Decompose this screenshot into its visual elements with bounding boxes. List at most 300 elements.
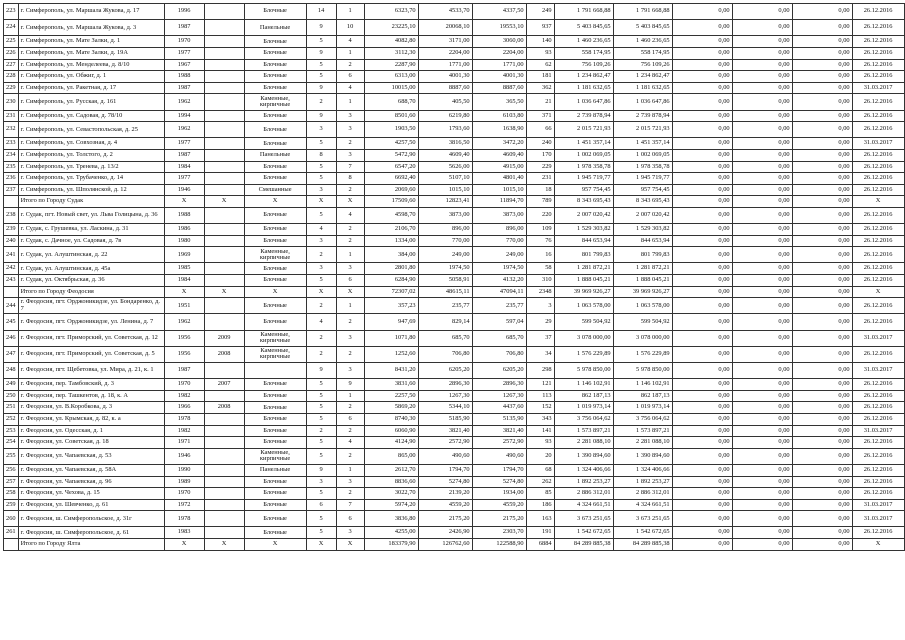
reconstruction-year-cell	[204, 138, 244, 150]
floors-cell: 9	[306, 47, 336, 59]
reconstruction-year-cell	[204, 425, 244, 437]
floors-cell: 5	[306, 275, 336, 287]
cost-budget-cell: 0,00	[672, 149, 732, 161]
living-area-cell: 8887,60	[418, 82, 472, 94]
reconstruction-year-cell	[204, 224, 244, 236]
table-row	[4, 263, 905, 275]
residential-area-cell: 4337,50	[472, 4, 526, 20]
completion-date-cell: 26.12.2016	[852, 149, 904, 161]
total-area-cell: 10015,00	[364, 82, 418, 94]
floors-cell: 6	[306, 499, 336, 511]
address-cell: г. Феодосия, пгт. Щебетовка, ул. Мира, д. 21, к. 1	[18, 362, 164, 378]
year-built-cell: 1971	[164, 437, 204, 449]
residential-area-cell: 2896,30	[472, 379, 526, 391]
cost-fund-cell: 3 078 000,00	[613, 330, 672, 346]
row-number: 252	[4, 413, 19, 425]
wall-material-cell: Блочные	[244, 275, 306, 287]
cost-local-cell: 0,00	[732, 36, 792, 48]
cost-fund-cell: 756 109,26	[613, 59, 672, 71]
reconstruction-year-cell: X	[204, 286, 244, 298]
floors-cell: 2	[306, 298, 336, 314]
year-built-cell: 1986	[164, 224, 204, 236]
year-built-cell: 1956	[164, 330, 204, 346]
cost-total-cell: 1 542 672,65	[554, 527, 613, 539]
completion-date-cell: 26.12.2016	[852, 36, 904, 48]
living-area-cell: 12823,41	[418, 196, 472, 208]
residential-area-cell: 11894,70	[472, 196, 526, 208]
table-row	[4, 437, 905, 449]
completion-date-cell: 26.12.2016	[852, 448, 904, 464]
cost-total-cell: 1 002 069,05	[554, 149, 613, 161]
cost-owners-cell: 0,00	[792, 71, 852, 83]
residents-cell: 66	[526, 122, 554, 138]
address-cell: г. Судак, пгт. Новый свет, ул. Льва Голицына, д. 36	[18, 207, 164, 223]
cost-local-cell: 0,00	[732, 20, 792, 36]
wall-material-cell: Блочные	[244, 110, 306, 122]
cost-total-cell: 1 945 719,77	[554, 173, 613, 185]
table-row	[4, 20, 905, 36]
row-number: 225	[4, 36, 19, 48]
address-cell: г. Симферополь, ул. Тренева, д. 13/2	[18, 161, 164, 173]
cost-budget-cell: 0,00	[672, 94, 732, 110]
address-cell: Итого по Городу Ялта	[18, 539, 164, 551]
address-cell: г. Феодосия, ш. Симферопольское, д. 61	[18, 527, 164, 539]
floors-cell: 5	[306, 448, 336, 464]
year-built-cell: 1990	[164, 464, 204, 476]
table-row	[4, 413, 905, 425]
wall-material-cell: Смешанные	[244, 184, 306, 196]
residents-cell: 68	[526, 464, 554, 476]
cost-owners-cell: 0,00	[792, 275, 852, 287]
cost-total-cell: 1 573 897,21	[554, 425, 613, 437]
row-number: 247	[4, 346, 19, 362]
living-area-cell: 4001,30	[418, 71, 472, 83]
cost-local-cell: 0,00	[732, 110, 792, 122]
cost-owners-cell: 0,00	[792, 527, 852, 539]
cost-local-cell: 0,00	[732, 476, 792, 488]
residents-cell: 18	[526, 184, 554, 196]
residents-cell: 152	[526, 402, 554, 414]
row-number: 230	[4, 94, 19, 110]
cost-fund-cell: 5 978 850,00	[613, 362, 672, 378]
completion-date-cell: 26.12.2016	[852, 402, 904, 414]
cost-owners-cell: 0,00	[792, 413, 852, 425]
wall-material-cell: Блочные	[244, 161, 306, 173]
total-area-cell: 384,00	[364, 247, 418, 263]
cost-budget-cell: 0,00	[672, 413, 732, 425]
floors-cell: 5	[306, 402, 336, 414]
address-cell: г. Симферополь, ул. Ракетная, д. 17	[18, 82, 164, 94]
year-built-cell: 1977	[164, 173, 204, 185]
living-area-cell: 3821,40	[418, 425, 472, 437]
address-cell: Итого по Городу Судак	[18, 196, 164, 208]
cost-local-cell: 0,00	[732, 390, 792, 402]
wall-material-cell: Блочные	[244, 379, 306, 391]
address-cell: г. Судак, с. Дачное, ул. Садовая, д. 7в	[18, 235, 164, 247]
year-built-cell: 1967	[164, 59, 204, 71]
cost-budget-cell: 0,00	[672, 425, 732, 437]
total-area-cell: 6547,20	[364, 161, 418, 173]
total-area-cell: 6692,40	[364, 173, 418, 185]
living-area-cell: 4609,40	[418, 149, 472, 161]
residential-area-cell: 122588,90	[472, 539, 526, 551]
cost-total-cell: 862 187,13	[554, 390, 613, 402]
wall-material-cell: Блочные	[244, 47, 306, 59]
residential-area-cell: 770,00	[472, 235, 526, 247]
cost-fund-cell: 84 289 885,38	[613, 539, 672, 551]
cost-total-cell: 1 324 406,66	[554, 464, 613, 476]
address-cell: г. Феодосия, ул. Шевченко, д. 61	[18, 499, 164, 511]
entrances-cell: 9	[336, 379, 364, 391]
total-area-cell: 1334,00	[364, 235, 418, 247]
completion-date-cell: 26.12.2016	[852, 235, 904, 247]
cost-fund-cell: 1 019 973,14	[613, 402, 672, 414]
entrances-cell: 7	[336, 161, 364, 173]
cost-budget-cell: 0,00	[672, 511, 732, 527]
residents-cell: 62	[526, 59, 554, 71]
residents-cell: 310	[526, 275, 554, 287]
year-built-cell: X	[164, 196, 204, 208]
residential-area-cell: 2175,20	[472, 511, 526, 527]
cost-total-cell: 558 174,95	[554, 47, 613, 59]
total-area-cell: 6060,90	[364, 425, 418, 437]
floors-cell: 4	[306, 314, 336, 330]
cost-local-cell: 0,00	[732, 330, 792, 346]
total-area-cell: 4257,50	[364, 138, 418, 150]
cost-budget-cell: 0,00	[672, 263, 732, 275]
cost-budget-cell: 0,00	[672, 346, 732, 362]
cost-local-cell: 0,00	[732, 161, 792, 173]
residents-cell: 343	[526, 413, 554, 425]
table-row	[4, 298, 905, 314]
total-area-cell: 8740,30	[364, 413, 418, 425]
cost-total-cell: 957 754,45	[554, 184, 613, 196]
cost-total-cell: 2 015 721,93	[554, 122, 613, 138]
entrances-cell: 7	[336, 499, 364, 511]
cost-fund-cell: 1 791 668,88	[613, 4, 672, 20]
cost-owners-cell: 0,00	[792, 263, 852, 275]
entrances-cell: 4	[336, 207, 364, 223]
entrances-cell: X	[336, 286, 364, 298]
total-area-cell: 8836,60	[364, 476, 418, 488]
wall-material-cell: Блочные	[244, 36, 306, 48]
cost-local-cell: 0,00	[732, 511, 792, 527]
cost-fund-cell: 4 324 661,51	[613, 499, 672, 511]
row-number: 255	[4, 448, 19, 464]
address-cell: г. Судак, с. Грушевка, ул. Ласкина, д. 31	[18, 224, 164, 236]
cost-budget-cell: 0,00	[672, 539, 732, 551]
year-built-cell: 1966	[164, 402, 204, 414]
total-area-cell: 2612,70	[364, 464, 418, 476]
cost-budget-cell: 0,00	[672, 437, 732, 449]
address-cell: г. Симферополь, ул. Маршала Жукова, д. 17	[18, 4, 164, 20]
cost-local-cell: 0,00	[732, 539, 792, 551]
reconstruction-year-cell	[204, 413, 244, 425]
total-area-cell: 23225,10	[364, 20, 418, 36]
table-row	[4, 346, 905, 362]
cost-owners-cell: 0,00	[792, 247, 852, 263]
living-area-cell: 4533,70	[418, 4, 472, 20]
completion-date-cell: 26.12.2016	[852, 390, 904, 402]
cost-fund-cell: 558 174,95	[613, 47, 672, 59]
reconstruction-year-cell	[204, 207, 244, 223]
year-built-cell: 1972	[164, 499, 204, 511]
cost-fund-cell: 1 892 253,27	[613, 476, 672, 488]
residents-cell: 240	[526, 138, 554, 150]
residential-area-cell: 4609,40	[472, 149, 526, 161]
cost-owners-cell: 0,00	[792, 539, 852, 551]
residential-area-cell: 597,04	[472, 314, 526, 330]
row-number: 232	[4, 122, 19, 138]
reconstruction-year-cell: 2007	[204, 379, 244, 391]
total-area-cell: 5869,20	[364, 402, 418, 414]
total-area-cell: 2069,60	[364, 184, 418, 196]
residential-area-cell: 1015,10	[472, 184, 526, 196]
row-number: 228	[4, 71, 19, 83]
year-built-cell: 1987	[164, 149, 204, 161]
wall-material-cell: Блочные	[244, 314, 306, 330]
cost-budget-cell: 0,00	[672, 379, 732, 391]
completion-date-cell: 26.12.2016	[852, 527, 904, 539]
residential-area-cell: 4915,00	[472, 161, 526, 173]
cost-local-cell: 0,00	[732, 184, 792, 196]
cost-fund-cell: 1 390 894,60	[613, 448, 672, 464]
completion-date-cell: 26.12.2016	[852, 464, 904, 476]
total-area-cell: 2287,90	[364, 59, 418, 71]
total-area-cell: 1903,50	[364, 122, 418, 138]
entrances-cell: 1	[336, 47, 364, 59]
table-row	[4, 488, 905, 500]
cost-total-cell: 1 281 872,21	[554, 263, 613, 275]
entrances-cell: 6	[336, 275, 364, 287]
residential-area-cell: 2204,00	[472, 47, 526, 59]
living-area-cell: 5185,90	[418, 413, 472, 425]
living-area-cell: 5058,91	[418, 275, 472, 287]
cost-owners-cell: 0,00	[792, 402, 852, 414]
wall-material-cell: Блочные	[244, 4, 306, 20]
cost-total-cell: 801 799,83	[554, 247, 613, 263]
wall-material-cell: X	[244, 286, 306, 298]
completion-date-cell: X	[852, 196, 904, 208]
residents-cell: 170	[526, 149, 554, 161]
year-built-cell: 1978	[164, 413, 204, 425]
address-cell: г. Феодосия, пгт. Приморский, ул. Советская, д. 12	[18, 330, 164, 346]
year-built-cell: 1977	[164, 47, 204, 59]
floors-cell: 4	[306, 224, 336, 236]
cost-local-cell: 0,00	[732, 437, 792, 449]
entrances-cell: X	[336, 539, 364, 551]
total-area-cell: 2106,70	[364, 224, 418, 236]
year-built-cell: 1946	[164, 184, 204, 196]
wall-material-cell: Блочные	[244, 499, 306, 511]
reconstruction-year-cell: X	[204, 539, 244, 551]
table-row	[4, 59, 905, 71]
year-built-cell: 1980	[164, 235, 204, 247]
total-area-cell: 1252,60	[364, 346, 418, 362]
total-area-cell: 6284,90	[364, 275, 418, 287]
cost-total-cell: 2 007 020,42	[554, 207, 613, 223]
cost-local-cell: 0,00	[732, 47, 792, 59]
wall-material-cell: Блочные	[244, 207, 306, 223]
wall-material-cell: Блочные	[244, 511, 306, 527]
living-area-cell: 48615,11	[418, 286, 472, 298]
cost-fund-cell: 1 888 045,21	[613, 275, 672, 287]
cost-fund-cell: 801 799,83	[613, 247, 672, 263]
cost-total-cell: 4 324 661,51	[554, 499, 613, 511]
wall-material-cell: Панельные	[244, 464, 306, 476]
cost-budget-cell: 0,00	[672, 362, 732, 378]
total-area-cell: 3112,30	[364, 47, 418, 59]
cost-budget-cell: 0,00	[672, 161, 732, 173]
cost-local-cell: 0,00	[732, 402, 792, 414]
reconstruction-year-cell	[204, 314, 244, 330]
cost-budget-cell: 0,00	[672, 138, 732, 150]
year-built-cell: 1994	[164, 110, 204, 122]
cost-total-cell: 599 504,92	[554, 314, 613, 330]
residents-cell: 21	[526, 94, 554, 110]
cost-budget-cell: 0,00	[672, 36, 732, 48]
total-area-cell: 865,00	[364, 448, 418, 464]
row-number: 253	[4, 425, 19, 437]
row-number	[4, 539, 19, 551]
cost-total-cell: 5 403 845,65	[554, 20, 613, 36]
address-cell: Итого по Городу Феодосия	[18, 286, 164, 298]
year-built-cell: 1987	[164, 82, 204, 94]
completion-date-cell: 26.12.2016	[852, 379, 904, 391]
completion-date-cell: 31.03.2017	[852, 425, 904, 437]
residential-area-cell: 3873,00	[472, 207, 526, 223]
address-cell: г. Симферополь, ул. Маршала Жукова, д. 3	[18, 20, 164, 36]
entrances-cell: 3	[336, 476, 364, 488]
living-area-cell: 126762,60	[418, 539, 472, 551]
residents-cell: 298	[526, 362, 554, 378]
cost-total-cell: 756 109,26	[554, 59, 613, 71]
residents-cell: 29	[526, 314, 554, 330]
residential-area-cell: 3060,00	[472, 36, 526, 48]
reconstruction-year-cell	[204, 71, 244, 83]
cost-fund-cell: 599 504,92	[613, 314, 672, 330]
year-built-cell: 1962	[164, 94, 204, 110]
address-cell: г. Феодосия, ул. Одесская, д. 1	[18, 425, 164, 437]
reconstruction-year-cell	[204, 448, 244, 464]
cost-total-cell: 2 739 878,94	[554, 110, 613, 122]
cost-fund-cell: 1 002 069,05	[613, 149, 672, 161]
year-built-cell: 1956	[164, 346, 204, 362]
year-built-cell: 1969	[164, 247, 204, 263]
residents-cell: 789	[526, 196, 554, 208]
cost-budget-cell: 0,00	[672, 4, 732, 20]
entrances-cell: 2	[336, 314, 364, 330]
completion-date-cell: 26.12.2016	[852, 122, 904, 138]
floors-cell: 2	[306, 346, 336, 362]
floors-cell: 3	[306, 184, 336, 196]
residential-area-cell: 365,50	[472, 94, 526, 110]
cost-budget-cell: 0,00	[672, 464, 732, 476]
cost-budget-cell: 0,00	[672, 235, 732, 247]
cost-total-cell: 1 390 894,60	[554, 448, 613, 464]
wall-material-cell: Блочные	[244, 298, 306, 314]
floors-cell: 9	[306, 20, 336, 36]
cost-fund-cell: 1 542 672,65	[613, 527, 672, 539]
cost-budget-cell: 0,00	[672, 298, 732, 314]
residential-area-cell: 1934,00	[472, 488, 526, 500]
table-row	[4, 149, 905, 161]
table-row	[4, 207, 905, 223]
address-cell: г. Феодосия, ул. Крымская, д. 82, к. а	[18, 413, 164, 425]
cost-owners-cell: 0,00	[792, 47, 852, 59]
cost-owners-cell: 0,00	[792, 59, 852, 71]
residents-cell: 58	[526, 263, 554, 275]
row-number: 261	[4, 527, 19, 539]
floors-cell: X	[306, 196, 336, 208]
cost-local-cell: 0,00	[732, 527, 792, 539]
entrances-cell: 3	[336, 263, 364, 275]
floors-cell: 9	[306, 110, 336, 122]
address-cell: г. Феодосия, пгт. Приморский, ул. Советская, д. 5	[18, 346, 164, 362]
total-area-cell: 4082,80	[364, 36, 418, 48]
table-row	[4, 330, 905, 346]
completion-date-cell: 26.12.2016	[852, 173, 904, 185]
table-row	[4, 138, 905, 150]
row-number: 259	[4, 499, 19, 511]
cost-budget-cell: 0,00	[672, 207, 732, 223]
floors-cell: 2	[306, 425, 336, 437]
row-number: 251	[4, 402, 19, 414]
cost-owners-cell: 0,00	[792, 36, 852, 48]
entrances-cell: 3	[336, 330, 364, 346]
cost-budget-cell: 0,00	[672, 488, 732, 500]
entrances-cell: 2	[336, 402, 364, 414]
residential-area-cell: 490,60	[472, 448, 526, 464]
residents-cell: 191	[526, 527, 554, 539]
address-cell: г. Симферополь, ул. Севастопольская, д. 25	[18, 122, 164, 138]
row-number: 237	[4, 184, 19, 196]
residential-area-cell: 47094,11	[472, 286, 526, 298]
completion-date-cell: 26.12.2016	[852, 184, 904, 196]
year-built-cell: 1985	[164, 263, 204, 275]
total-area-cell: 6313,00	[364, 71, 418, 83]
cost-fund-cell: 3 673 251,65	[613, 511, 672, 527]
completion-date-cell: 26.12.2016	[852, 20, 904, 36]
row-number: 234	[4, 149, 19, 161]
cost-owners-cell: 0,00	[792, 362, 852, 378]
cost-local-cell: 0,00	[732, 488, 792, 500]
wall-material-cell: Блочные	[244, 71, 306, 83]
total-area-cell: 8431,20	[364, 362, 418, 378]
entrances-cell: 1	[336, 247, 364, 263]
residential-area-cell: 249,00	[472, 247, 526, 263]
row-number: 245	[4, 314, 19, 330]
entrances-cell: 1	[336, 390, 364, 402]
cost-budget-cell: 0,00	[672, 286, 732, 298]
floors-cell: 5	[306, 173, 336, 185]
year-built-cell: 1962	[164, 122, 204, 138]
row-number: 226	[4, 47, 19, 59]
cost-local-cell: 0,00	[732, 275, 792, 287]
wall-material-cell: Панельные	[244, 149, 306, 161]
living-area-cell: 4559,20	[418, 499, 472, 511]
living-area-cell: 896,00	[418, 224, 472, 236]
cost-owners-cell: 0,00	[792, 390, 852, 402]
address-cell: г. Симферополь, ул. Совхозная, д. 4	[18, 138, 164, 150]
cost-total-cell: 3 673 251,65	[554, 511, 613, 527]
reconstruction-year-cell: 2008	[204, 402, 244, 414]
year-built-cell: 1970	[164, 379, 204, 391]
completion-date-cell: 26.12.2016	[852, 59, 904, 71]
total-area-cell: 4598,70	[364, 207, 418, 223]
wall-material-cell: Каменные, кирпичные	[244, 448, 306, 464]
table-row	[4, 379, 905, 391]
